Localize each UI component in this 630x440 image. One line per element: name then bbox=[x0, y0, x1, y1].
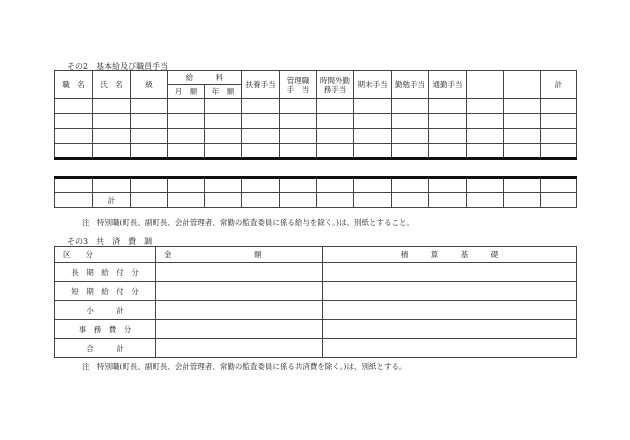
salary-table-upper bbox=[54, 70, 577, 160]
table-row bbox=[55, 178, 577, 193]
table-row bbox=[55, 114, 577, 129]
header-blank-2 bbox=[504, 71, 541, 99]
row-label-subtotal: 小 計 bbox=[55, 301, 156, 320]
table-row bbox=[55, 301, 577, 320]
row-label-short-term: 短 期 給 付 分 bbox=[55, 282, 156, 301]
header-commute: 通勤手当 bbox=[429, 71, 467, 99]
header-diligence: 勤勉手当 bbox=[392, 71, 429, 99]
table-row bbox=[55, 282, 577, 301]
total-row-label: 計 bbox=[93, 193, 131, 208]
header-management: 管理職 手 当 bbox=[280, 71, 317, 99]
header-annual: 年 額 bbox=[205, 85, 242, 99]
header-dependents: 扶養手当 bbox=[242, 71, 280, 99]
header-salary: 給 料 bbox=[168, 71, 242, 85]
section3-title: その3 共 済 費 調 bbox=[67, 237, 153, 246]
header-blank-1 bbox=[467, 71, 504, 99]
header-grade: 級 bbox=[131, 71, 168, 99]
row-label-grand-total: 合 計 bbox=[55, 339, 156, 358]
header-post: 職 名 bbox=[55, 71, 93, 99]
header-basis: 積 算 基 礎 bbox=[323, 247, 577, 263]
row-label-long-term: 長 期 給 付 分 bbox=[55, 263, 156, 282]
header-term-end: 期末手当 bbox=[354, 71, 392, 99]
header-amount: 金 額 bbox=[156, 247, 323, 263]
section2-title: その2 基本給及び職員手当 bbox=[67, 62, 169, 71]
table-row bbox=[55, 99, 577, 114]
section2-note: 注 特別職(町長、副町長、会計管理者、常勤の監査委員に係る給与を除く。)は、別紙とすること。 bbox=[82, 218, 414, 227]
header-monthly: 月 額 bbox=[168, 85, 205, 99]
total-row bbox=[55, 193, 577, 208]
table-row bbox=[55, 339, 577, 358]
header-total: 計 bbox=[541, 71, 577, 99]
section3-note: 注 特別職(町長、副町長、会計管理者、常勤の監査委員に係る共済費を除く。)は、別紙とする。 bbox=[82, 362, 407, 371]
table-row bbox=[55, 129, 577, 144]
header-overtime: 時間外勤 務手当 bbox=[317, 71, 354, 99]
header-name: 氏 名 bbox=[93, 71, 131, 99]
header-category: 区 分 bbox=[55, 247, 156, 263]
table-row bbox=[55, 144, 577, 159]
row-label-admin: 事 務 費 分 bbox=[55, 320, 156, 339]
salary-table-lower bbox=[54, 176, 577, 208]
mutual-aid-table bbox=[54, 246, 577, 358]
table-row bbox=[55, 320, 577, 339]
table-row bbox=[55, 263, 577, 282]
